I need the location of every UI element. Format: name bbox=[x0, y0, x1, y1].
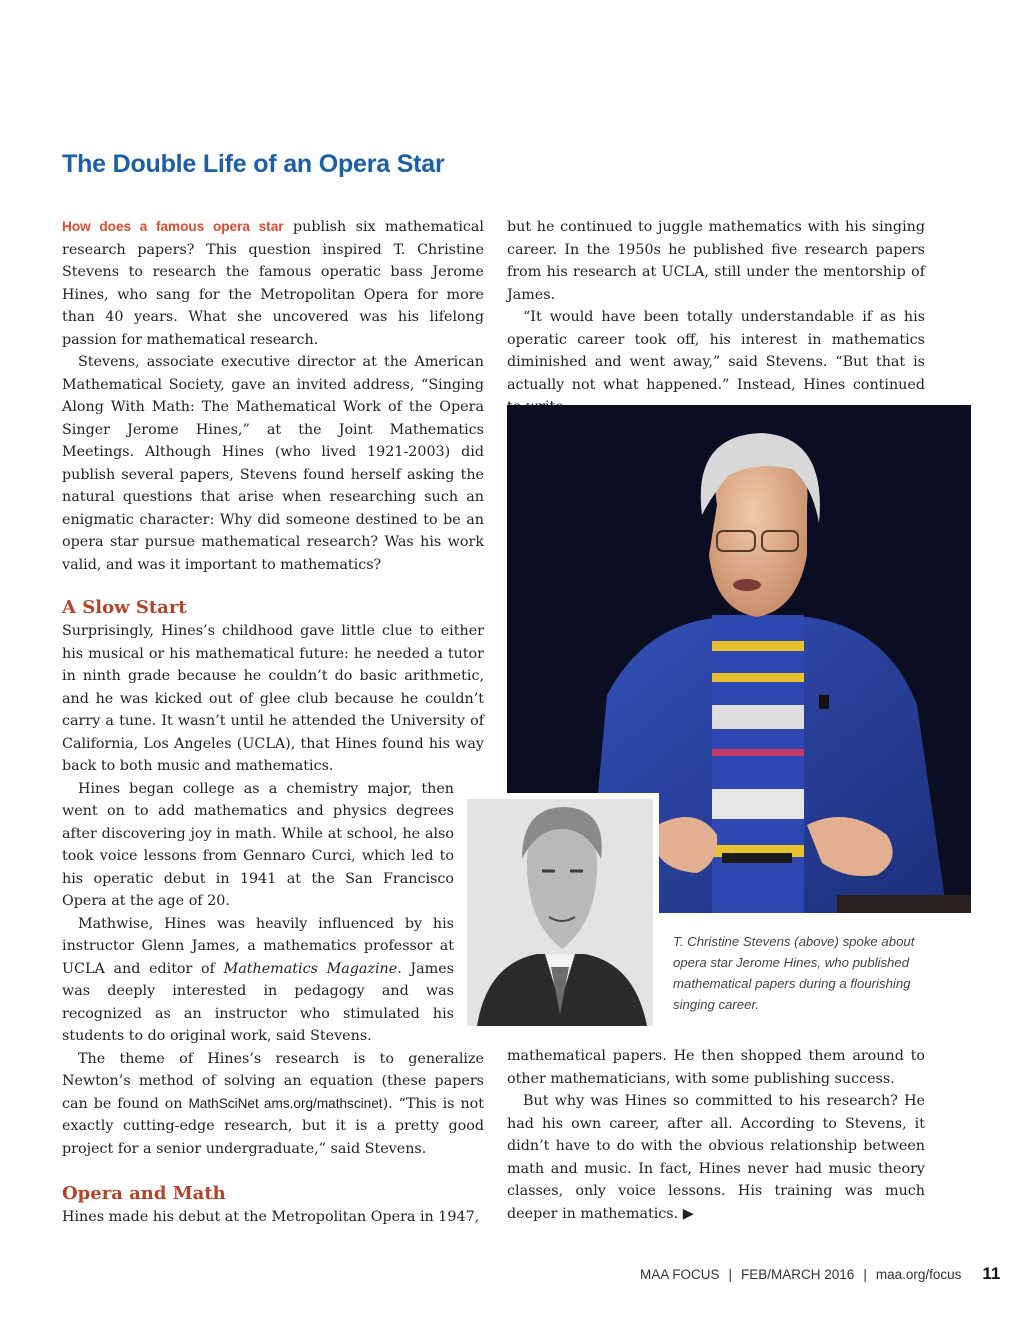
subhead-opera-and-math: Opera and Math bbox=[62, 1183, 226, 1204]
paragraph: Hines began college as a chemistry major, then went on to add mathematics and physics degrees after discovering joy in math. While at school, he also took voice lessons from Gennaro Curci, which led to his operatic debut in 1941 at the San Francisco Opera at the age of 20. bbox=[62, 780, 454, 909]
website-url: maa.org/focus bbox=[875, 1267, 962, 1282]
photo-caption: T. Christine Stevens (above) spoke about opera star Jerome Hines, who published mathematical papers during a flourishing singing career. bbox=[673, 934, 915, 1012]
end-mark-icon: ▶ bbox=[682, 1205, 694, 1222]
left-column bbox=[62, 216, 484, 1229]
footer-separator: | bbox=[863, 1267, 867, 1282]
footer-separator: | bbox=[728, 1267, 733, 1282]
paragraph: Surprisingly, Hines’s childhood gave little clue to either his musical or his mathematical future: he needed a tutor in ninth grade because he couldn’t do basic arithmetic, and he was kicked out of glee club because he couldn’t carry a tune. It wasn’t until he attended the University of California, Los Angeles (UCLA), that Hines found his way back to both music and mathematics. bbox=[62, 623, 484, 774]
subhead-slow-start: A Slow Start bbox=[62, 597, 187, 618]
page-footer bbox=[640, 1264, 1000, 1284]
lead-in: How does a famous opera star bbox=[62, 219, 284, 234]
right-column-bottom bbox=[507, 1045, 925, 1225]
paragraph: But why was Hines so committed to his research? He had his own career, after all. According to Stevens, it didn’t have to do with the obvious relationship between math and music. In fact, Hines never had music theory classes, only voice lessons. His training was much deeper in mathematics. ▶ bbox=[507, 1093, 925, 1222]
mathscinet-reference: MathSciNet ams.org/mathscinet bbox=[188, 1095, 383, 1111]
paragraph: Mathwise, Hines was heavily influenced by his instructor Glenn James, a mathematics professor at UCLA and editor of Mathematics Magazine. James was deeply interested in pedagogy and was recognized as an instructor who stimulated his students to do original work, said Stevens. bbox=[62, 915, 454, 1044]
right-column-top bbox=[507, 216, 925, 419]
photo-jerome-hines bbox=[461, 793, 659, 1032]
issue-date: FEB/MARCH 2016 bbox=[741, 1267, 855, 1282]
paragraph: but he continued to juggle mathematics with his singing career. In the 1950s he published five research papers from his research at UCLA, still under the mentorship of James. bbox=[507, 219, 925, 303]
magazine-name: Mathematics Magazine bbox=[223, 960, 398, 977]
portrait-illustration bbox=[467, 799, 653, 1026]
paragraph: Stevens, associate executive director at the American Mathematical Society, gave an invited address, “Singing Along With Math: The Mathematical Work of the Opera Singer Jerome Hines,” at the Joint Mathematics Meetings. Although Hines (who lived 1921-2003) did publish several papers, Stevens found herself asking the natural questions that arise when researching such an enigmatic character: Why did someone destined to be an opera star pursue mathematical research? Was his work valid, and was it important to mathematics? bbox=[62, 354, 484, 573]
article-title: The Double Life of an Opera Star bbox=[62, 150, 445, 178]
paragraph: The theme of Hines’s research is to generalize Newton’s method of solving an equation (these papers can be found on MathSciNet ams.org/mathscinet). “This is not exactly cutting-edge research, but it is a pretty good project for a senior undergraduate,” said Stevens. bbox=[62, 1050, 484, 1157]
page-number: 11 bbox=[982, 1264, 1001, 1283]
paragraph: Hines made his debut at the Metropolitan Opera in 1947, bbox=[62, 1209, 480, 1225]
wrapped-text-block bbox=[62, 778, 454, 1048]
paragraph: “It would have been totally understandable if as his operatic career took off, his interest in mathematics diminished and went away,” said Stevens. “But that is actually not what happened.” Instead, Hines continued bbox=[507, 309, 925, 393]
intro-paragraph: How does a famous opera star publish six mathematical research papers? This question inspired T. Christine Stevens to research the famous operatic bass Jerome Hines, who sang for the Metropolitan Opera for more than 40 years. What she uncovered was his lifelong passion for mathematical research. bbox=[62, 219, 484, 348]
paragraph: mathematical papers. He then shopped them around to other mathematicians, with some publishing success. bbox=[507, 1048, 925, 1087]
magazine-name: MAA FOCUS bbox=[640, 1267, 720, 1282]
